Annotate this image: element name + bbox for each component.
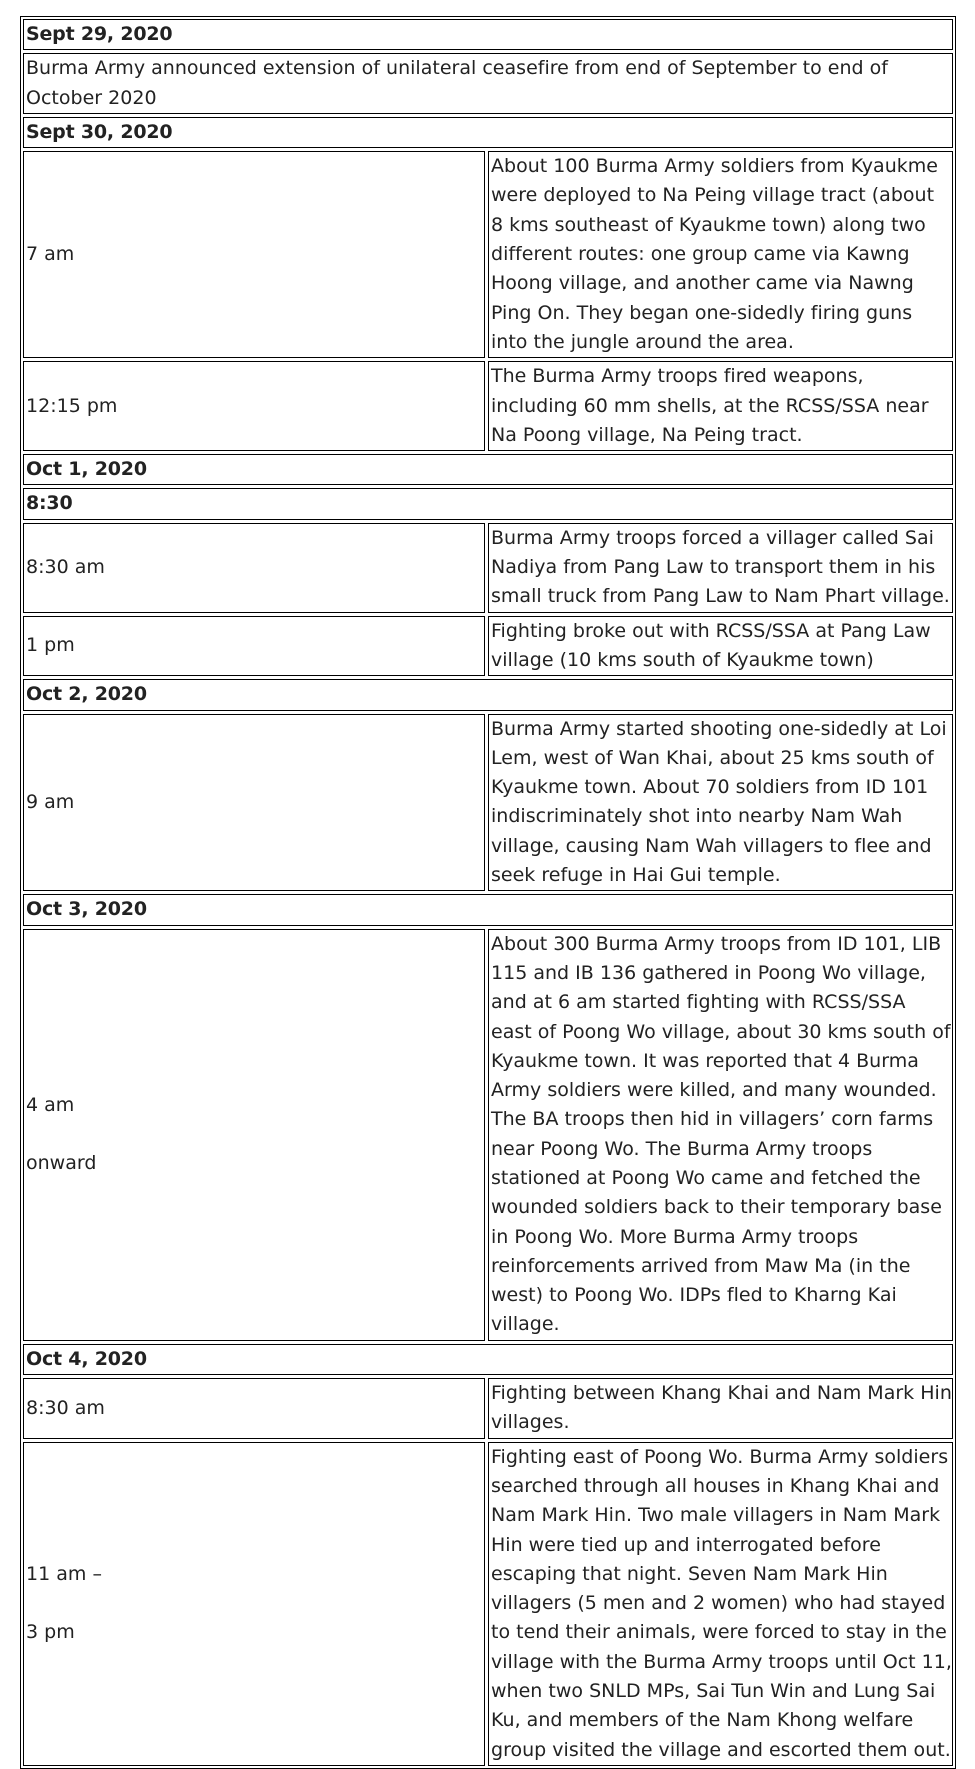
event-time-label-second: 3 pm (26, 1620, 75, 1643)
event-row (23, 616, 953, 677)
event-time-label: 9 am (26, 790, 75, 813)
event-description: Burma Army started shooting one-sidedly at Loi Lem, west of Wan Khai, about 25 kms south of Kyaukme town. About 70 soldiers from ID 101 indiscriminately shot into nearby Nam Wah village, causing Nam Wah villagers to flee and seek refuge in Hai Gui temple. (488, 714, 953, 892)
event-description: Burma Army troops forced a villager called Sai Nadiya from Pang Law to transport them in his small truck from Pang Law to Nam Phart village. (488, 523, 953, 613)
event-row (23, 1378, 953, 1439)
event-time-label: 11 am – (26, 1563, 102, 1586)
note-text: Burma Army announced extension of unilateral ceasefire from end of September to end of October 2020 (23, 53, 953, 114)
date-row (23, 679, 953, 710)
event-description: About 300 Burma Army troops from ID 101, LIB 115 and IB 136 gathered in Poong Wo village, and at 6 am started fighting with RCSS/SSA east of Poong Wo village, about 30 kms south of Kyaukme town. It was reported that 4 Burma Army soldiers were killed, and many wounded. The BA troops then hid in villagers’ corn farms near Poong Wo. The Burma Army troops stationed at Poong Wo came and fetched the wounded soldiers back to their temporary base in Poong Wo. More Burma Army troops reinforcements arrived from Maw Ma (in the west) to Poong Wo. IDPs fled to Kharng Kai village. (488, 929, 953, 1341)
event-time (23, 616, 488, 677)
date-row (23, 19, 953, 50)
date-heading: Oct 3, 2020 (23, 894, 953, 925)
event-description: About 100 Burma Army soldiers from Kyaukme were deployed to Na Peing village tract (about 8 kms southeast of Kyaukme town) along two different routes: one group came via Kawng Hoong village, and another came via Nawng Ping On. They began one-sidedly firing guns into the jungle around the area. (488, 151, 953, 358)
event-description: Fighting between Khang Khai and Nam Mark Hin villages. (488, 1378, 953, 1439)
date-row (23, 1344, 953, 1375)
event-row (23, 929, 953, 1341)
event-description: Fighting broke out with RCSS/SSA at Pang Law village (10 kms south of Kyaukme town) (488, 616, 953, 677)
event-row (23, 1442, 953, 1766)
event-row (23, 151, 953, 358)
event-time (23, 523, 488, 613)
date-row (23, 894, 953, 925)
date-heading: Oct 1, 2020 (23, 454, 953, 485)
event-time-label: 1 pm (26, 634, 75, 657)
date-heading: 8:30 (23, 488, 953, 519)
event-description: Fighting east of Poong Wo. Burma Army soldiers searched through all houses in Khang Khai and Nam Mark Hin. Two male villagers in Nam Mark Hin were tied up and interrogated before escaping that night. Seven Nam Mark Hin villagers (5 men and 2 women) who had stayed to tend their animals, were forced to stay in the village with the Burma Army troops until Oct 11, when two SNLD MPs, Sai Tun Win and Lung Sai Ku, and members of the Nam Khong welfare group visited the village and escorted them out. (488, 1442, 953, 1766)
event-description: The Burma Army troops fired weapons, including 60 mm shells, at the RCSS/SSA near Na Poong village, Na Peing tract. (488, 361, 953, 451)
event-time-label: 8:30 am (26, 1396, 105, 1419)
event-time (23, 714, 488, 892)
event-time-label: 7 am (26, 243, 75, 266)
date-heading: Sept 29, 2020 (23, 19, 953, 50)
date-row (23, 488, 953, 519)
event-time-label: 4 am (26, 1094, 75, 1117)
note-row (23, 53, 953, 114)
event-time (23, 1442, 488, 1766)
date-heading: Oct 4, 2020 (23, 1344, 953, 1375)
event-time (23, 151, 488, 358)
date-row (23, 454, 953, 485)
event-row (23, 523, 953, 613)
date-heading: Oct 2, 2020 (23, 679, 953, 710)
event-time-label: 8:30 am (26, 556, 105, 579)
event-time-label: 12:15 pm (26, 394, 118, 417)
timeline-frame (20, 16, 956, 1769)
event-time (23, 1378, 488, 1439)
event-time (23, 929, 488, 1341)
timeline-body (23, 19, 953, 1766)
date-heading: Sept 30, 2020 (23, 117, 953, 148)
event-time (23, 361, 488, 451)
event-time-label-second: onward (26, 1151, 97, 1174)
event-row (23, 714, 953, 892)
event-row (23, 361, 953, 451)
date-row (23, 117, 953, 148)
timeline-table (23, 16, 953, 1769)
